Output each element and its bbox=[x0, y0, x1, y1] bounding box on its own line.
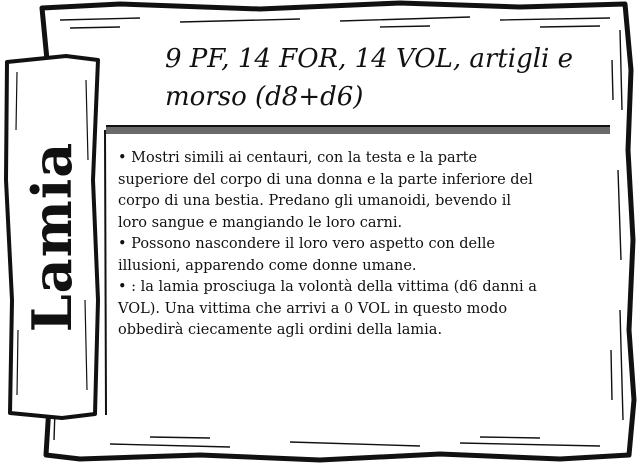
description-paragraph: • Mostri simili ai centauri, con la testa e la parte superiore del corpo di una donna e la parte inferiore del corpo di una bestia. Predano gli umanoidi, bevendo il loro sangue e mangiando le loro carni. bbox=[118, 150, 533, 231]
monster-name: Lamia bbox=[20, 141, 84, 333]
name-label bbox=[0, 0, 100, 471]
description-paragraph: • : la lamia prosciuga la volontà della vittima (d6 danni a VOL). Una vittima che arrivi a 0 VOL in questo modo obbedirà ciecamente agli ordini della lamia. bbox=[118, 279, 537, 338]
inner-vertical-rule bbox=[105, 130, 106, 415]
description-paragraph: • Possono nascondere il loro vero aspetto con delle illusioni, apparendo come donne umane. bbox=[118, 236, 495, 274]
stats-line: 9 PF, 14 FOR, 14 VOL, artigli e morso (d8+d6) bbox=[165, 44, 574, 112]
description bbox=[118, 148, 543, 342]
divider-stripe bbox=[106, 125, 610, 134]
